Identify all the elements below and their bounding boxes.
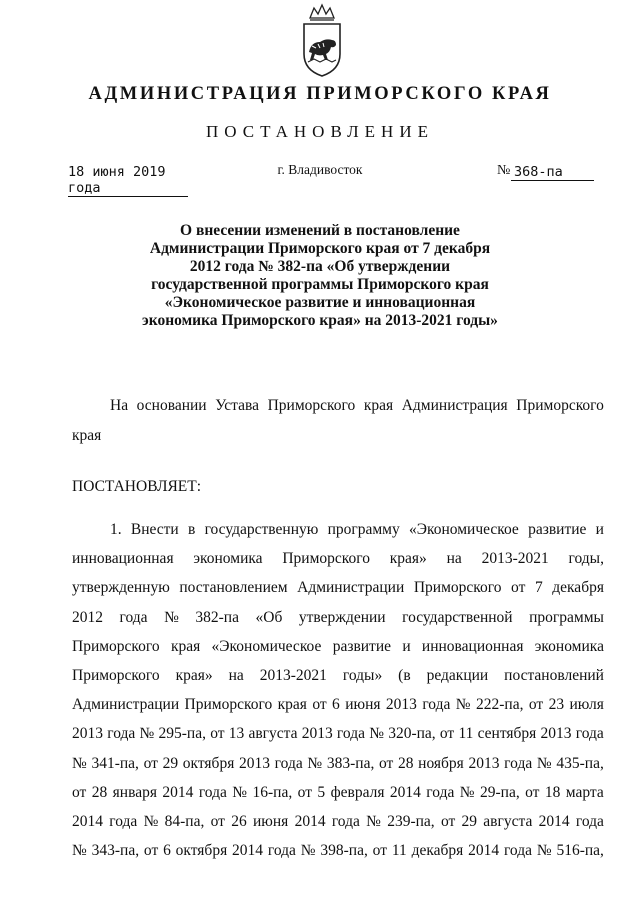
- paragraph-word: постановлением: [179, 579, 288, 597]
- paragraph-word: «Экономическое: [408, 521, 519, 538]
- paragraph-word: августа: [248, 725, 298, 743]
- paragraph-word: 2013: [540, 725, 572, 743]
- paragraph-word: №: [366, 813, 381, 830]
- paragraph-word: Приморского: [184, 696, 273, 714]
- paragraph-word: октября: [182, 754, 235, 772]
- paragraph-word: утвержденную: [72, 579, 170, 597]
- paragraph-word: года: [119, 608, 148, 626]
- paragraph-word: 435-па,: [556, 754, 604, 772]
- paragraph-word: №: [139, 725, 155, 743]
- paragraph-word: №: [536, 842, 552, 860]
- paragraph-word: 2013: [72, 725, 103, 743]
- paragraph-line: [72, 579, 604, 597]
- paragraph-word: 11: [458, 725, 474, 743]
- paragraph-word: №: [536, 754, 552, 772]
- title-line: 2012 года № 382-па «Об утверждении: [189, 258, 451, 275]
- paragraph-word: 29: [461, 813, 478, 830]
- paragraph-word: 2013: [239, 754, 270, 772]
- organization-title: АДМИНИСТРАЦИЯ ПРИМОРСКОГО КРАЯ: [88, 84, 552, 104]
- paragraph-line: [72, 755, 604, 773]
- paragraph-word: №: [369, 725, 384, 743]
- paragraph-word: октября: [175, 842, 228, 860]
- paragraph-word: 29-па,: [479, 783, 520, 801]
- paragraph-word: постановлений: [504, 667, 604, 684]
- title-line: экономика Приморского края» на 2013-2021 годы»: [142, 312, 498, 329]
- paragraph-word: декабря: [411, 842, 464, 860]
- paragraph-line: [72, 784, 604, 802]
- paragraph-word: №: [232, 783, 248, 801]
- basis-word: На: [110, 397, 129, 414]
- paragraph-word: годы»: [342, 667, 383, 684]
- paragraph-word: Администрации: [297, 579, 405, 597]
- paragraph-word: 2013: [385, 696, 417, 714]
- paragraph-word: 28: [398, 754, 414, 772]
- paragraph-word: от: [210, 725, 225, 743]
- paragraph-word: (в: [398, 667, 411, 684]
- paragraph-word: №: [164, 608, 179, 626]
- paragraph-word: инновационная: [72, 550, 174, 568]
- paragraph-word: 343-па,: [91, 842, 140, 860]
- paragraph-word: программы: [529, 608, 604, 626]
- paragraph-word: и: [402, 637, 411, 655]
- paragraph-word: края»: [389, 550, 427, 568]
- paragraph-word: «Об: [255, 608, 283, 626]
- paragraph-word: 6: [163, 842, 171, 860]
- paragraph-word: Администрации: [72, 696, 180, 714]
- paragraph-word: года: [426, 783, 455, 801]
- paragraph-word: №: [143, 813, 159, 830]
- paragraph-word: 11: [391, 842, 407, 860]
- basis-word: основании: [136, 397, 207, 414]
- paragraph-line: [72, 667, 604, 685]
- paragraph-word: года: [331, 813, 360, 830]
- paragraph-word: июня: [345, 696, 381, 714]
- title-line: государственной программы Приморского края: [151, 276, 489, 293]
- paragraph-word: от: [72, 783, 87, 801]
- paragraph-word: 2013: [468, 754, 500, 772]
- paragraph-word: от: [372, 842, 387, 860]
- paragraph-word: программу: [327, 521, 400, 538]
- paragraph-word: 516-па,: [556, 842, 604, 860]
- paragraph-word: 2013: [301, 725, 333, 743]
- paragraph-word: от: [312, 696, 327, 714]
- paragraph-word: 2014: [162, 783, 194, 801]
- paragraph-word: развитие: [332, 637, 392, 655]
- paragraph-word: 2014: [294, 813, 326, 830]
- paragraph-word: экономика: [534, 637, 604, 655]
- paragraph-word: 28: [91, 783, 108, 801]
- paragraph-line: [72, 609, 604, 627]
- paragraph-word: года: [107, 725, 136, 743]
- basis-line-2: края: [72, 427, 102, 444]
- paragraph-word: от: [439, 725, 455, 743]
- paragraph-word: 222-па,: [475, 696, 524, 714]
- paragraph-word: редакции: [426, 667, 489, 684]
- paragraph-line: [72, 842, 604, 860]
- paragraph-word: года: [274, 754, 303, 772]
- paragraph-word: 2014: [232, 842, 264, 860]
- paragraph-line: [72, 813, 604, 831]
- paragraph-word: №: [455, 696, 471, 714]
- paragraph-word: от: [440, 813, 456, 830]
- paragraph-word: 26: [231, 813, 247, 830]
- paragraph-word: от: [143, 842, 159, 860]
- paragraph-word: 382-па: [195, 608, 239, 626]
- paragraph-word: января: [112, 783, 157, 801]
- paragraph-word: экономика: [193, 550, 263, 568]
- paragraph-word: февраля: [330, 783, 385, 801]
- paragraph-word: 29: [162, 754, 179, 772]
- paragraph-word: марта: [565, 783, 604, 801]
- title-line: «Экономическое развитие и инновационная: [164, 294, 476, 311]
- paragraph-word: Приморского: [72, 667, 160, 684]
- paragraph-line: [72, 550, 604, 568]
- paragraph-line: [72, 725, 604, 743]
- paragraph-word: 2014: [72, 813, 103, 830]
- paragraph-word: №: [307, 754, 323, 772]
- paragraph-word: 2013-2021: [481, 550, 549, 568]
- document-type: ПОСТАНОВЛЕНИЕ: [205, 122, 434, 141]
- paragraph-word: в: [187, 521, 196, 538]
- paragraph-line: [110, 521, 604, 539]
- paragraph-word: августа: [483, 813, 533, 830]
- paragraph-word: года: [422, 696, 451, 714]
- paragraph-word: июня: [252, 813, 289, 830]
- paragraph-word: от: [511, 579, 526, 597]
- paragraph-word: 16-па,: [252, 783, 293, 801]
- paragraph-word: 2013-2021: [259, 667, 327, 684]
- paragraph-word: 239-па,: [387, 813, 435, 830]
- paragraph-word: 383-па,: [326, 754, 375, 772]
- paragraph-word: 2012: [72, 608, 103, 626]
- paragraph-word: от: [143, 754, 158, 772]
- paragraph-word: №: [72, 842, 87, 860]
- document-number: 368-па: [511, 164, 594, 181]
- paragraph-word: от: [297, 783, 312, 801]
- paragraph-word: и: [595, 521, 604, 538]
- paragraph-word: года: [267, 842, 296, 860]
- title-line: О внесении изменений в постановление: [180, 222, 460, 239]
- paragraph-word: Приморского: [72, 637, 160, 655]
- paragraph-word: 13: [228, 725, 245, 743]
- paragraph-word: года: [503, 842, 532, 860]
- paragraph-word: края: [170, 637, 201, 655]
- paragraph-word: 2014: [538, 813, 570, 830]
- paragraph-word: 6: [332, 696, 340, 714]
- paragraph-word: развитие: [528, 521, 587, 538]
- paragraph-word: от: [525, 783, 540, 801]
- number-label: №: [497, 163, 511, 178]
- decree-heading: ПОСТАНОВЛЯЕТ:: [72, 478, 202, 495]
- basis-word: Приморского: [516, 397, 604, 414]
- paragraph-word: года: [575, 813, 604, 830]
- basis-word: края: [363, 397, 394, 414]
- paragraph-word: №: [300, 842, 316, 860]
- paragraph-word: 84-па,: [164, 813, 205, 830]
- paragraph-word: года: [504, 754, 533, 772]
- paragraph-word: года: [198, 783, 227, 801]
- paragraph-word: Внести: [130, 521, 179, 538]
- paragraph-word: 398-па,: [320, 842, 368, 860]
- basis-word: Устава: [215, 397, 260, 414]
- paragraph-word: 18: [544, 783, 561, 801]
- basis-word: Приморского: [267, 397, 356, 414]
- paragraph-word: края: [277, 696, 307, 714]
- paragraph-word: 1.: [110, 521, 122, 538]
- paragraph-word: 23: [548, 696, 565, 714]
- basis-word: Администрация: [401, 397, 508, 414]
- paragraph-word: 5: [317, 783, 326, 801]
- paragraph-word: 2014: [389, 783, 421, 801]
- paragraph-word: государственной: [402, 608, 513, 626]
- paragraph-word: №: [459, 783, 475, 801]
- paragraph-word: от: [528, 696, 544, 714]
- paragraph-line: [72, 696, 604, 714]
- document-date: 18 июня 2019 года: [68, 164, 188, 197]
- paragraph-word: декабря: [552, 579, 604, 597]
- paragraph-word: государственную: [204, 521, 319, 538]
- paragraph-word: июля: [569, 696, 604, 714]
- paragraph-word: 7: [534, 579, 543, 597]
- paragraph-word: ноября: [418, 754, 464, 772]
- paragraph-word: утверждении: [298, 608, 386, 626]
- paragraph-word: года: [575, 725, 604, 743]
- paragraph-word: 320-па,: [388, 725, 436, 743]
- paragraph-word: года: [336, 725, 365, 743]
- paragraph-line: [72, 638, 604, 656]
- paragraph-word: №: [72, 754, 87, 772]
- paragraph-word: «Экономическое: [211, 637, 322, 655]
- paragraph-word: Приморского: [413, 579, 502, 597]
- paragraph-word: годы,: [568, 550, 604, 568]
- paragraph-word: года: [109, 813, 138, 830]
- title-line: Администрации Приморского края от 7 декабря: [149, 240, 491, 257]
- paragraph-word: на: [446, 550, 462, 568]
- document-city: г. Владивосток: [277, 162, 363, 177]
- paragraph-word: Приморского: [282, 550, 370, 568]
- paragraph-word: на: [228, 667, 244, 684]
- paragraph-word: 2014: [468, 842, 500, 860]
- paragraph-word: инновационная: [421, 637, 524, 655]
- paragraph-word: от: [379, 754, 394, 772]
- paragraph-word: края»: [175, 667, 213, 684]
- paragraph-word: 295-па,: [158, 725, 206, 743]
- paragraph-word: сентября: [477, 725, 537, 743]
- paragraph-word: 341-па,: [91, 754, 139, 772]
- paragraph-word: от: [210, 813, 225, 830]
